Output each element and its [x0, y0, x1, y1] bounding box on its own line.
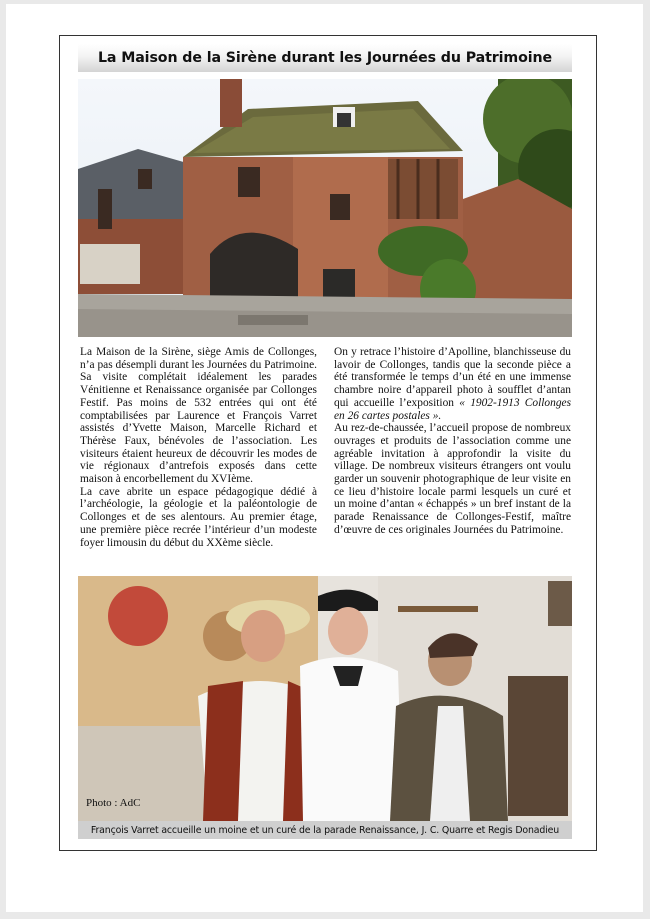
title-banner	[78, 44, 572, 72]
paragraph: Au rez-de-chaussée, l’accueil propose de nombreux ouvrages et produits de l’association comme une agréable invitation à approfondir la visite du village. De nombreux visiteurs étrangers ont voulu garder un souvenir photographique de leur visite en ce lieu d’histoire locale parmi lesquels un curé et un moine d’antan « échappés » un bref instant de la parade Renaissance de Collonges-Festif, maître d’œuvre de ces originales Journées du Patrimoine.	[334, 422, 571, 536]
article-title: La Maison de la Sirène durant les Journées du Patrimoine	[97, 50, 553, 66]
paragraph: On y retrace l’histoire d’Apolline, blanchisseuse du lavoir de Collonges, tandis que la seconde pièce a été transformée le temps d’un été en une immense chambre noire d’appareil photo à soufflet d’antan qui accueille l’exposition « 1902-1913 Collonges en 26 cartes postales ».	[334, 346, 572, 422]
paragraph: La Maison de la Sirène, siège Amis de Collonges, n’a pas désempli durant les Journées du Patrimoine. Sa visite complétait idéalement les parades Vénitienne et Renaissance organisée par Collonges Festif. Pas moins de 532 entrées qui ont été comptabilisées par Laurence et François Varret assistés d’Yvette Maison, Marcelle Richard et Thérèse Faux, bénévoles de l’association. Les visiteurs étaient heureux de découvrir les modes de vie régionaux d’antrefois exposés dans cette maison à encorbellement du XVIème.	[80, 346, 317, 486]
article-column-left	[80, 346, 317, 549]
paragraph: La cave abrite un espace pédagogique dédié à l’archéologie, la géologie et la paléontologie de Collonges et de ses alentours. Au premier étage, une première pièce recrée l’intérieur d’un modeste foyer limousin du début du XXème siècle.	[80, 485, 317, 549]
house-photo	[78, 79, 572, 337]
costume-photo	[78, 576, 572, 821]
photo-caption: François Varret accueille un moine et un curé de la parade Renaissance, J. C. Quarre et Regis Donadieu	[90, 824, 560, 836]
article-column-right	[334, 346, 571, 537]
photo-caption-bar	[78, 821, 572, 839]
photo-credit: Photo : AdC	[86, 797, 141, 809]
